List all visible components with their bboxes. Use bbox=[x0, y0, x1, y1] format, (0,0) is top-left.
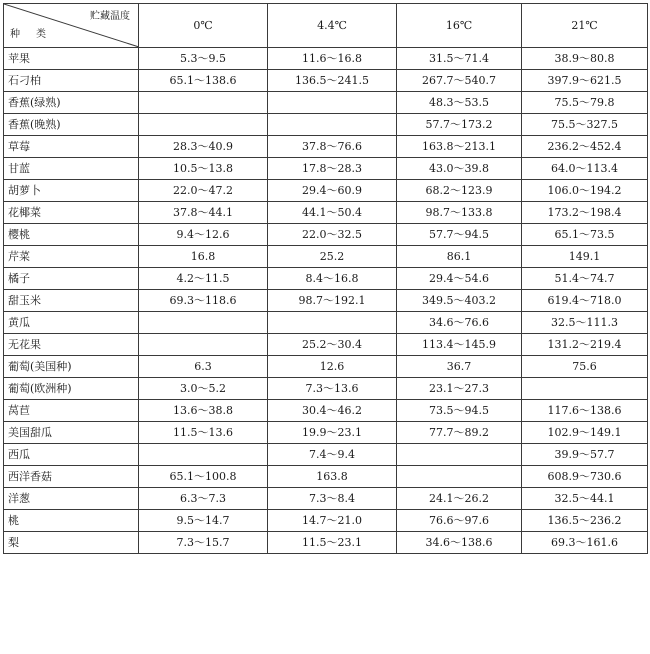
rate-cell-temp-2: 43.0～39.8 bbox=[397, 158, 522, 180]
rate-cell-temp-3: 136.5～236.2 bbox=[522, 510, 648, 532]
corner-header-cell bbox=[4, 4, 139, 48]
table-row bbox=[4, 532, 648, 554]
rate-cell-temp-1: 14.7～21.0 bbox=[268, 510, 397, 532]
rate-cell-temp-1: 7.3～8.4 bbox=[268, 488, 397, 510]
produce-name-cell: 草莓 bbox=[4, 136, 139, 158]
rate-cell-temp-0: 16.8 bbox=[139, 246, 268, 268]
rate-cell-temp-0: 6.3～7.3 bbox=[139, 488, 268, 510]
table-row bbox=[4, 114, 648, 136]
rate-cell-temp-1: 163.8 bbox=[268, 466, 397, 488]
table-row bbox=[4, 334, 648, 356]
rate-cell-temp-1: 136.5～241.5 bbox=[268, 70, 397, 92]
rate-cell-temp-1: 37.8～76.6 bbox=[268, 136, 397, 158]
rate-cell-temp-0 bbox=[139, 92, 268, 114]
table-row bbox=[4, 378, 648, 400]
rate-cell-temp-2: 76.6～97.6 bbox=[397, 510, 522, 532]
rate-cell-temp-3: 236.2～452.4 bbox=[522, 136, 648, 158]
rate-cell-temp-0: 65.1～138.6 bbox=[139, 70, 268, 92]
table-row bbox=[4, 444, 648, 466]
rate-cell-temp-2: 77.7～89.2 bbox=[397, 422, 522, 444]
rate-cell-temp-1: 25.2 bbox=[268, 246, 397, 268]
rate-cell-temp-2: 31.5～71.4 bbox=[397, 48, 522, 70]
rate-cell-temp-2: 57.7～94.5 bbox=[397, 224, 522, 246]
rate-cell-temp-3: 32.5～111.3 bbox=[522, 312, 648, 334]
rate-cell-temp-1 bbox=[268, 312, 397, 334]
header-row bbox=[4, 4, 648, 48]
table-row bbox=[4, 488, 648, 510]
rate-cell-temp-2: 34.6～76.6 bbox=[397, 312, 522, 334]
rate-cell-temp-2: 23.1～27.3 bbox=[397, 378, 522, 400]
rate-cell-temp-0: 9.5～14.7 bbox=[139, 510, 268, 532]
rate-cell-temp-1: 29.4～60.9 bbox=[268, 180, 397, 202]
rate-cell-temp-1: 17.8～28.3 bbox=[268, 158, 397, 180]
rate-cell-temp-0: 7.3～15.7 bbox=[139, 532, 268, 554]
rate-cell-temp-3: 149.1 bbox=[522, 246, 648, 268]
rate-cell-temp-2: 113.4～145.9 bbox=[397, 334, 522, 356]
rate-cell-temp-1: 8.4～16.8 bbox=[268, 268, 397, 290]
table-row bbox=[4, 290, 648, 312]
rate-cell-temp-0 bbox=[139, 334, 268, 356]
rate-cell-temp-3: 397.9～621.5 bbox=[522, 70, 648, 92]
rate-cell-temp-3: 69.3～161.6 bbox=[522, 532, 648, 554]
rate-cell-temp-2: 34.6～138.6 bbox=[397, 532, 522, 554]
rate-cell-temp-3: 51.4～74.7 bbox=[522, 268, 648, 290]
rate-cell-temp-3: 39.9～57.7 bbox=[522, 444, 648, 466]
rate-cell-temp-3: 117.6～138.6 bbox=[522, 400, 648, 422]
produce-name-cell: 甜玉米 bbox=[4, 290, 139, 312]
rate-cell-temp-3 bbox=[522, 378, 648, 400]
corner-storage-temp-label: 贮藏温度 bbox=[90, 11, 130, 22]
table-row bbox=[4, 202, 648, 224]
rate-cell-temp-0 bbox=[139, 444, 268, 466]
rate-cell-temp-0 bbox=[139, 114, 268, 136]
rate-cell-temp-3: 75.6 bbox=[522, 356, 648, 378]
rate-cell-temp-0: 11.5～13.6 bbox=[139, 422, 268, 444]
rate-cell-temp-3: 173.2～198.4 bbox=[522, 202, 648, 224]
table-row bbox=[4, 48, 648, 70]
rate-cell-temp-2: 36.7 bbox=[397, 356, 522, 378]
produce-name-cell: 苹果 bbox=[4, 48, 139, 70]
produce-name-cell: 葡萄(美国种) bbox=[4, 356, 139, 378]
rate-cell-temp-3: 75.5～79.8 bbox=[522, 92, 648, 114]
rate-cell-temp-0: 37.8～44.1 bbox=[139, 202, 268, 224]
rate-cell-temp-2: 48.3～53.5 bbox=[397, 92, 522, 114]
rate-cell-temp-3: 608.9～730.6 bbox=[522, 466, 648, 488]
table-row bbox=[4, 180, 648, 202]
header-temp-2: 16℃ bbox=[397, 4, 522, 48]
rate-cell-temp-2: 163.8～213.1 bbox=[397, 136, 522, 158]
produce-name-cell: 无花果 bbox=[4, 334, 139, 356]
produce-name-cell: 梨 bbox=[4, 532, 139, 554]
produce-name-cell: 香蕉(绿熟) bbox=[4, 92, 139, 114]
rate-cell-temp-3: 32.5～44.1 bbox=[522, 488, 648, 510]
rate-cell-temp-1: 11.6～16.8 bbox=[268, 48, 397, 70]
rate-cell-temp-0: 9.4～12.6 bbox=[139, 224, 268, 246]
rate-cell-temp-3: 619.4～718.0 bbox=[522, 290, 648, 312]
produce-name-cell: 美国甜瓜 bbox=[4, 422, 139, 444]
rate-cell-temp-0 bbox=[139, 312, 268, 334]
rate-cell-temp-2: 267.7～540.7 bbox=[397, 70, 522, 92]
rate-cell-temp-0: 28.3～40.9 bbox=[139, 136, 268, 158]
rate-cell-temp-1: 30.4～46.2 bbox=[268, 400, 397, 422]
rate-cell-temp-0: 22.0～47.2 bbox=[139, 180, 268, 202]
rate-cell-temp-1: 98.7～192.1 bbox=[268, 290, 397, 312]
header-temp-1: 4.4℃ bbox=[268, 4, 397, 48]
rate-cell-temp-2: 68.2～123.9 bbox=[397, 180, 522, 202]
produce-name-cell: 洋葱 bbox=[4, 488, 139, 510]
rate-cell-temp-2: 98.7～133.8 bbox=[397, 202, 522, 224]
produce-name-cell: 樱桃 bbox=[4, 224, 139, 246]
table-row bbox=[4, 422, 648, 444]
respiration-rate-table bbox=[3, 3, 648, 554]
table-row bbox=[4, 224, 648, 246]
table-row bbox=[4, 312, 648, 334]
rate-cell-temp-1: 44.1～50.4 bbox=[268, 202, 397, 224]
produce-name-cell: 桃 bbox=[4, 510, 139, 532]
rate-cell-temp-1 bbox=[268, 92, 397, 114]
table-row bbox=[4, 268, 648, 290]
table-row bbox=[4, 510, 648, 532]
table-row bbox=[4, 158, 648, 180]
rate-cell-temp-0: 10.5～13.8 bbox=[139, 158, 268, 180]
produce-name-cell: 西瓜 bbox=[4, 444, 139, 466]
table-row bbox=[4, 356, 648, 378]
rate-cell-temp-1 bbox=[268, 114, 397, 136]
rate-cell-temp-2: 29.4～54.6 bbox=[397, 268, 522, 290]
rate-cell-temp-1: 7.3～13.6 bbox=[268, 378, 397, 400]
header-temp-0: 0℃ bbox=[139, 4, 268, 48]
rate-cell-temp-1: 11.5～23.1 bbox=[268, 532, 397, 554]
table-row bbox=[4, 70, 648, 92]
produce-name-cell: 香蕉(晚熟) bbox=[4, 114, 139, 136]
rate-cell-temp-1: 12.6 bbox=[268, 356, 397, 378]
rate-cell-temp-2: 349.5～403.2 bbox=[397, 290, 522, 312]
produce-name-cell: 花椰菜 bbox=[4, 202, 139, 224]
produce-name-cell: 黄瓜 bbox=[4, 312, 139, 334]
table-row bbox=[4, 246, 648, 268]
rate-cell-temp-2: 73.5～94.5 bbox=[397, 400, 522, 422]
rate-cell-temp-3: 102.9～149.1 bbox=[522, 422, 648, 444]
corner-category-label: 种类 bbox=[10, 29, 62, 40]
rate-cell-temp-2: 86.1 bbox=[397, 246, 522, 268]
rate-cell-temp-0: 5.3～9.5 bbox=[139, 48, 268, 70]
table-row bbox=[4, 92, 648, 114]
rate-cell-temp-0: 13.6～38.8 bbox=[139, 400, 268, 422]
rate-cell-temp-3: 65.1～73.5 bbox=[522, 224, 648, 246]
rate-cell-temp-1: 7.4～9.4 bbox=[268, 444, 397, 466]
rate-cell-temp-1: 19.9～23.1 bbox=[268, 422, 397, 444]
rate-cell-temp-2: 24.1～26.2 bbox=[397, 488, 522, 510]
rate-cell-temp-0: 69.3～118.6 bbox=[139, 290, 268, 312]
produce-name-cell: 葡萄(欧洲种) bbox=[4, 378, 139, 400]
produce-name-cell: 胡萝卜 bbox=[4, 180, 139, 202]
produce-name-cell: 莴苣 bbox=[4, 400, 139, 422]
rate-cell-temp-0: 4.2～11.5 bbox=[139, 268, 268, 290]
rate-cell-temp-0: 6.3 bbox=[139, 356, 268, 378]
rate-cell-temp-1: 25.2～30.4 bbox=[268, 334, 397, 356]
rate-cell-temp-3: 131.2～219.4 bbox=[522, 334, 648, 356]
rate-cell-temp-2 bbox=[397, 444, 522, 466]
produce-name-cell: 芹菜 bbox=[4, 246, 139, 268]
table-row bbox=[4, 400, 648, 422]
produce-name-cell: 西洋香菇 bbox=[4, 466, 139, 488]
produce-name-cell: 橘子 bbox=[4, 268, 139, 290]
header-temp-3: 21℃ bbox=[522, 4, 648, 48]
produce-name-cell: 石刁柏 bbox=[4, 70, 139, 92]
produce-name-cell: 甘蓝 bbox=[4, 158, 139, 180]
rate-cell-temp-0: 3.0～5.2 bbox=[139, 378, 268, 400]
rate-cell-temp-1: 22.0～32.5 bbox=[268, 224, 397, 246]
rate-cell-temp-3: 64.0～113.4 bbox=[522, 158, 648, 180]
rate-cell-temp-3: 106.0～194.2 bbox=[522, 180, 648, 202]
rate-cell-temp-2 bbox=[397, 466, 522, 488]
table-row bbox=[4, 136, 648, 158]
rate-cell-temp-3: 38.9～80.8 bbox=[522, 48, 648, 70]
rate-cell-temp-3: 75.5～327.5 bbox=[522, 114, 648, 136]
rate-cell-temp-0: 65.1～100.8 bbox=[139, 466, 268, 488]
table-row bbox=[4, 466, 648, 488]
rate-cell-temp-2: 57.7～173.2 bbox=[397, 114, 522, 136]
respiration-rate-table-page bbox=[3, 3, 647, 648]
